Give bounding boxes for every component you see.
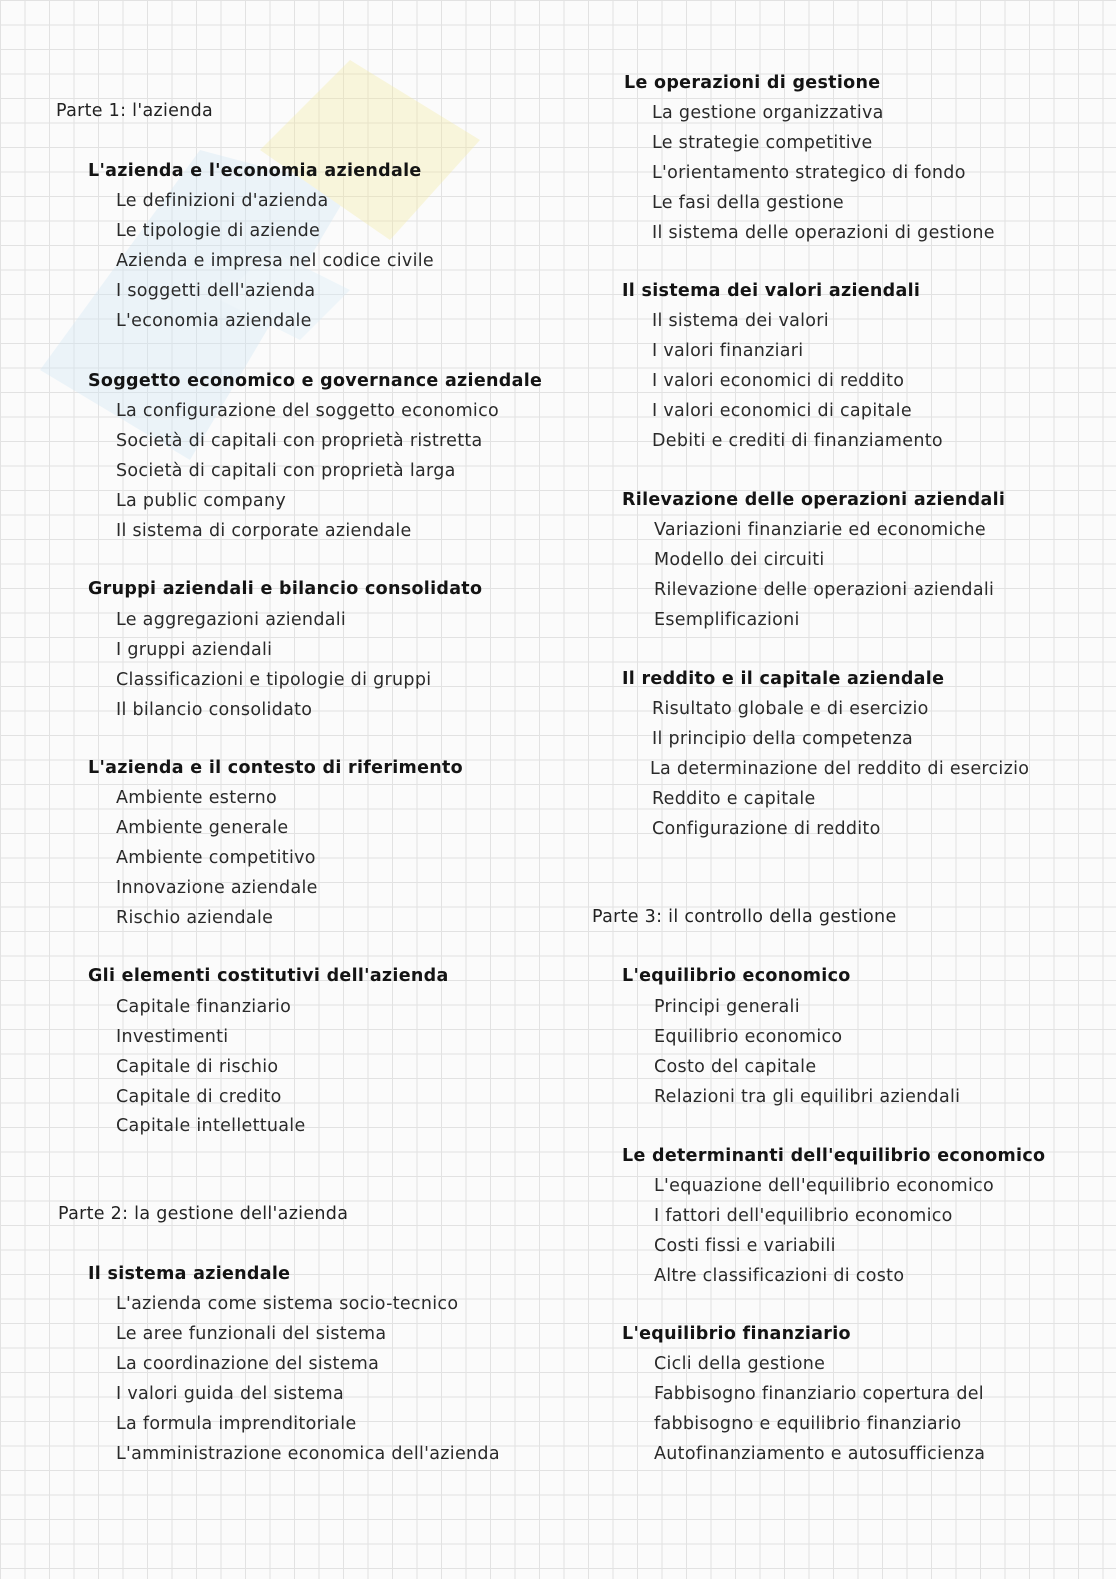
list-item: Relazioni tra gli equilibri aziendali (654, 1087, 961, 1107)
list-item: I fattori dell'equilibrio economico (654, 1206, 953, 1226)
list-item: La gestione organizzativa (652, 103, 884, 123)
list-item: I soggetti dell'azienda (116, 281, 316, 301)
list-item: L'amministrazione economica dell'azienda (116, 1444, 500, 1464)
part-2-title: Parte 2: la gestione dell'azienda (58, 1204, 349, 1224)
list-item: La configurazione del soggetto economico (116, 401, 500, 421)
list-item: Le aggregazioni aziendali (116, 610, 347, 630)
list-item: Le fasi della gestione (652, 193, 844, 213)
list-item: Configurazione di reddito (652, 819, 881, 839)
list-item: Fabbisogno finanziario copertura del (654, 1384, 984, 1404)
list-item: Innovazione aziendale (116, 878, 318, 898)
list-item: La formula imprenditoriale (116, 1414, 357, 1434)
part-3-title: Parte 3: il controllo della gestione (592, 907, 897, 927)
list-item: Cicli della gestione (654, 1354, 826, 1374)
list-item: Capitale finanziario (116, 997, 292, 1017)
list-item: Equilibrio economico (654, 1027, 843, 1047)
list-item: Risultato globale e di esercizio (652, 699, 929, 719)
list-item: Altre classificazioni di costo (654, 1266, 905, 1286)
list-item: Ambiente esterno (116, 788, 278, 808)
list-item: I gruppi aziendali (116, 640, 273, 660)
section-heading: Soggetto economico e governance aziendale (88, 371, 543, 391)
list-item: Il bilancio consolidato (116, 700, 313, 720)
list-item: Variazioni finanziarie ed economiche (654, 520, 986, 540)
list-item: I valori guida del sistema (116, 1384, 345, 1404)
list-item: Azienda e impresa nel codice civile (116, 251, 434, 271)
list-item: Debiti e crediti di finanziamento (652, 431, 943, 451)
list-item: Società di capitali con proprietà ristretta (116, 431, 483, 451)
list-item: Capitale intellettuale (116, 1116, 306, 1136)
list-item: L'equazione dell'equilibrio economico (654, 1176, 995, 1196)
list-item: Il sistema di corporate aziendale (116, 521, 412, 541)
list-item: Principi generali (654, 997, 800, 1017)
list-item: Investimenti (116, 1027, 229, 1047)
list-item: Le tipologie di aziende (116, 221, 321, 241)
list-item: La public company (116, 491, 287, 511)
section-heading: L'equilibrio economico (622, 966, 851, 986)
list-item: Classificazioni e tipologie di gruppi (116, 670, 432, 690)
list-item: fabbisogno e equilibrio finanziario (654, 1414, 962, 1434)
list-item: Capitale di credito (116, 1087, 282, 1107)
list-item: La determinazione del reddito di esercizio (650, 759, 1030, 779)
list-item: Le definizioni d'azienda (116, 191, 329, 211)
list-item: Autofinanziamento e autosufficienza (654, 1444, 986, 1464)
list-item: Il sistema dei valori (652, 311, 829, 331)
list-item: L'orientamento strategico di fondo (652, 163, 966, 183)
list-item: Modello dei circuiti (654, 550, 825, 570)
list-item: Le aree funzionali del sistema (116, 1324, 387, 1344)
list-item: Società di capitali con proprietà larga (116, 461, 456, 481)
list-item: Ambiente generale (116, 818, 289, 838)
list-item: Ambiente competitivo (116, 848, 316, 868)
section-heading: Le operazioni di gestione (624, 73, 881, 93)
section-heading: L'azienda e il contesto di riferimento (88, 758, 464, 778)
list-item: Esemplificazioni (654, 610, 800, 630)
list-item: I valori economici di capitale (652, 401, 912, 421)
section-heading: Il sistema dei valori aziendali (622, 281, 921, 301)
list-item: Le strategie competitive (652, 133, 873, 153)
list-item: Il principio della competenza (652, 729, 914, 749)
section-heading: Le determinanti dell'equilibrio economico (622, 1146, 1046, 1166)
section-heading: Il reddito e il capitale aziendale (622, 669, 945, 689)
section-heading: Gli elementi costitutivi dell'azienda (88, 966, 449, 986)
part-1-title: Parte 1: l'azienda (56, 101, 214, 121)
section-heading: Il sistema aziendale (88, 1264, 291, 1284)
section-heading: L'azienda e l'economia aziendale (88, 161, 422, 181)
list-item: Il sistema delle operazioni di gestione (652, 223, 995, 243)
list-item: Reddito e capitale (652, 789, 816, 809)
section-heading: Gruppi aziendali e bilancio consolidato (88, 579, 483, 599)
list-item: Capitale di rischio (116, 1057, 279, 1077)
list-item: Rischio aziendale (116, 908, 274, 928)
list-item: L'economia aziendale (116, 311, 312, 331)
list-item: Costi fissi e variabili (654, 1236, 836, 1256)
section-heading: Rilevazione delle operazioni aziendali (622, 490, 1006, 510)
list-item: L'azienda come sistema socio-tecnico (116, 1294, 459, 1314)
list-item: La coordinazione del sistema (116, 1354, 380, 1374)
list-item: Rilevazione delle operazioni aziendali (654, 580, 995, 600)
list-item: I valori economici di reddito (652, 371, 905, 391)
list-item: Costo del capitale (654, 1057, 817, 1077)
list-item: I valori finanziari (652, 341, 804, 361)
section-heading: L'equilibrio finanziario (622, 1324, 851, 1344)
